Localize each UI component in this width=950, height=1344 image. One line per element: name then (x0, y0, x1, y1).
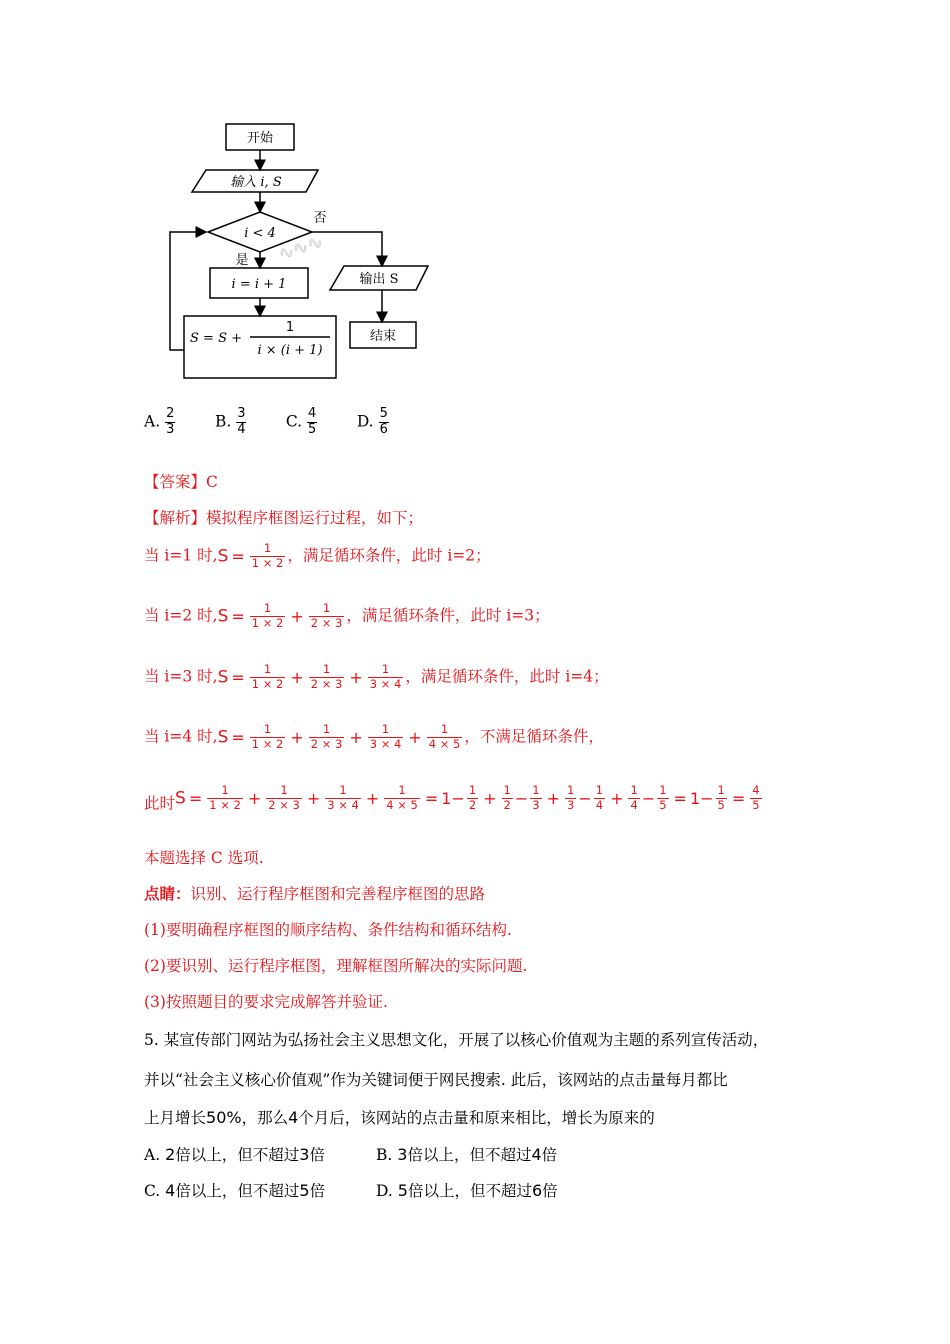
update-den: i × (i + 1) (257, 343, 323, 358)
tips-heading (144, 882, 485, 904)
update-prefix: S = S + (190, 331, 242, 346)
analysis-intro: 模拟程序框图运行过程，如下； (206, 509, 424, 527)
answer-label: 【答案】 (144, 473, 207, 491)
options-row (144, 407, 423, 438)
step-2: 当 i=2 时,S = $\frac{1}{1 \times 2}$ + $\frac{1}{2 \times 3}$ ，满足循环条件，此时 i=3； (144, 601, 550, 630)
yes-label: 是 (235, 253, 249, 268)
tips-item-1: (1)要明确程序框图的顺序结构、条件结构和循环结构. (144, 921, 512, 939)
q5-line-1: 5. 某宣传部门网站为弘扬社会主义思想文化，开展了以核心价值观为主题的系列宣传活动， (144, 1031, 769, 1049)
option-c[interactable]: C. $\frac{4}{5}$ (285, 406, 317, 437)
option-c-frac: $\frac{4}{5}$ (308, 406, 317, 437)
option-b-frac: $\frac{3}{4}$ (237, 406, 246, 437)
option-a[interactable]: A. $\frac{2}{3}$ (144, 406, 175, 437)
watermark: ∿∿∿ (275, 231, 326, 266)
answer-line (144, 470, 218, 492)
no-label: 否 (313, 211, 327, 226)
output-label: 输出 S (359, 272, 399, 287)
option-b[interactable]: B. $\frac{3}{4}$ (214, 406, 246, 437)
analysis-line (144, 506, 423, 528)
condition-label: i < 4 (244, 226, 276, 241)
option-a-frac: $\frac{2}{3}$ (166, 406, 175, 437)
option-d-frac: $\frac{5}{6}$ (379, 406, 388, 437)
tips-label: 点睛： (144, 884, 191, 903)
step-1: 当 i=1 时,S = $\frac{1}{1 \times 2}$ ，满足循环条件，此时 i=2； (144, 541, 491, 570)
option-d[interactable]: D. $\frac{5}{6}$ (356, 406, 388, 437)
flowchart (160, 118, 450, 383)
step-4: 当 i=4 时,S = $\frac{1}{1 \times 2}$ + $\frac{1}{2 \times 3}$ + $\frac{1}{3 \times 4}$ + $\frac{1}{4 \times 5}$ ，不满足循环条件， (144, 722, 604, 751)
q5-line-3: 上月增长50%，那么4个月后，该网站的点击量和原来相比，增长为原来的 (144, 1108, 655, 1127)
update-num: 1 (285, 320, 295, 335)
q5-option-b[interactable]: B. 3倍以上，但不超过4倍 (376, 1145, 558, 1164)
tips-item-2: (2)要识别、运行程序框图，理解框图所解决的实际问题. (144, 957, 528, 975)
analysis-label: 【解析】 (144, 509, 207, 527)
increment-label: i = i + 1 (231, 277, 287, 292)
final-sum: 此时S = $\frac{1}{1 \times 2}$ + $\frac{1}{2 \times 3}$ + $\frac{1}{3 \times 4}$ + $\frac{1}{4 \times 5}$ = 1− $\frac{1}{2}$ + $\frac{1}{2}$ − $\frac{1}{3}$ + $\frac{1}{3}$ − $\frac{1}{4}$ + $\frac{1}{4}$ − $\frac{1}{5}$ = 1− $\frac{1}{5}$ = $\frac{4}{5}$ (144, 783, 760, 813)
step-3: 当 i=3 时,S = $\frac{1}{1 \times 2}$ + $\frac{1}{2 \times 3}$ + $\frac{1}{3 \times 4}$ ，满足循环条件，此时 i=4； (144, 662, 609, 691)
q5-option-c[interactable]: C. 4倍以上，但不超过5倍 (144, 1181, 326, 1200)
tips-item-3: (3)按照题目的要求完成解答并验证. (144, 993, 388, 1011)
input-label: 输入 i, S (230, 175, 282, 190)
tips-text: 识别、运行程序框图和完善程序框图的思路 (190, 885, 486, 903)
q5-option-a[interactable]: A. 2倍以上，但不超过3倍 (144, 1145, 325, 1164)
conclusion: 本题选择 C 选项. (144, 849, 264, 867)
q5-option-d[interactable]: D. 5倍以上，但不超过6倍 (376, 1181, 558, 1200)
start-label: 开始 (246, 131, 274, 146)
answer-value: C (206, 473, 218, 491)
end-label: 结束 (369, 329, 397, 344)
q5-line-2: 并以“社会主义核心价值观”作为关键词便于网民搜索. 此后，该网站的点击量每月都比 (144, 1071, 728, 1089)
